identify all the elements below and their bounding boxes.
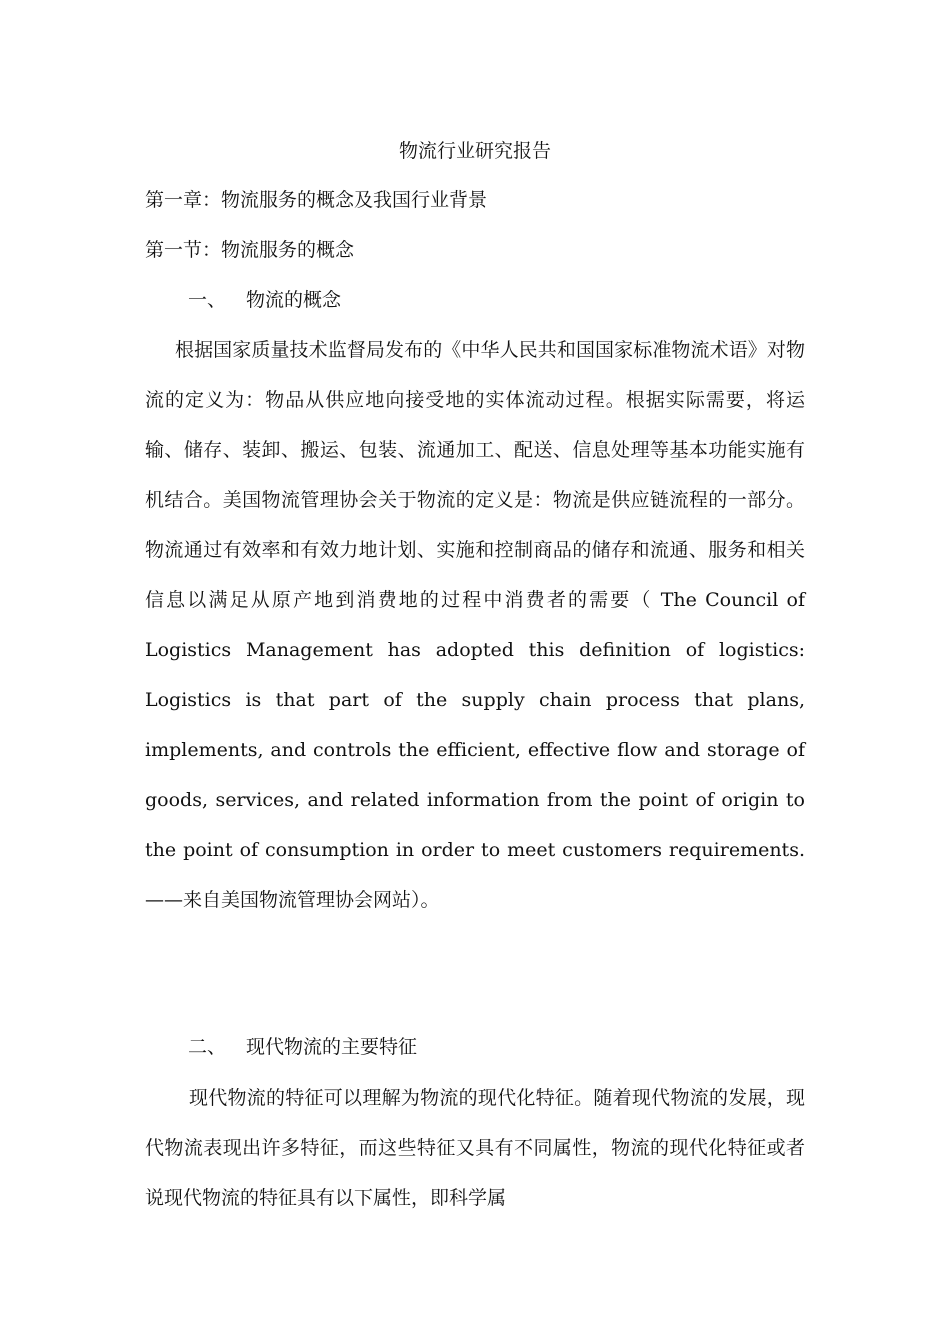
subsection-label-1: 物流的概念 [246, 289, 342, 311]
document-title: 物流行业研究报告 [398, 140, 551, 162]
section-heading: 第一节：物流服务的概念 [145, 239, 355, 261]
subsection-number-2: 二、 [188, 1036, 227, 1058]
subsection-number-1: 一、 [188, 289, 227, 311]
paragraph-modern-logistics-features: 现代物流的特征可以理解为物流的现代化特征。随着现代物流的发展，现代物流表现出许多特征，而这些特征又具有不同属性，物流的现代化特征或者说现代物流的特征具有以下属性，即科学属 [145, 1087, 805, 1209]
paragraph-logistics-definition: 根据国家质量技术监督局发布的《中华人民共和国国家标准物流术语》对物流的定义为：物品从供应地向接受地的实体流动过程。根据实际需要，将运输、储存、装卸、搬运、包装、流通加工、配送、信息处理等基本功能实施有机结合。美国物流管理协会关于物流的定义是：物流是供应链流程的一部分。物流通过有效率和有效力地计划、实施和控制商品的储存和流通、服务和相关信息以满足从原产地到消费地的过程中消费者的需要（ The Council of Logistics Management has adopted this definition of logistics: Logistics is that part of the supply chain process that plans, implements, and controls the efficient, effective flow and storage of goods, services, and related information from the point of origin to the point of consumption in order to meet customers requirements.——来自美国物流管理协会网站）。 [145, 339, 805, 911]
subsection-heading-1 [188, 285, 341, 315]
subsection-label-2: 现代物流的主要特征 [246, 1036, 418, 1058]
chapter-heading: 第一章：物流服务的概念及我国行业背景 [145, 189, 488, 211]
subsection-heading-2 [188, 1032, 417, 1062]
